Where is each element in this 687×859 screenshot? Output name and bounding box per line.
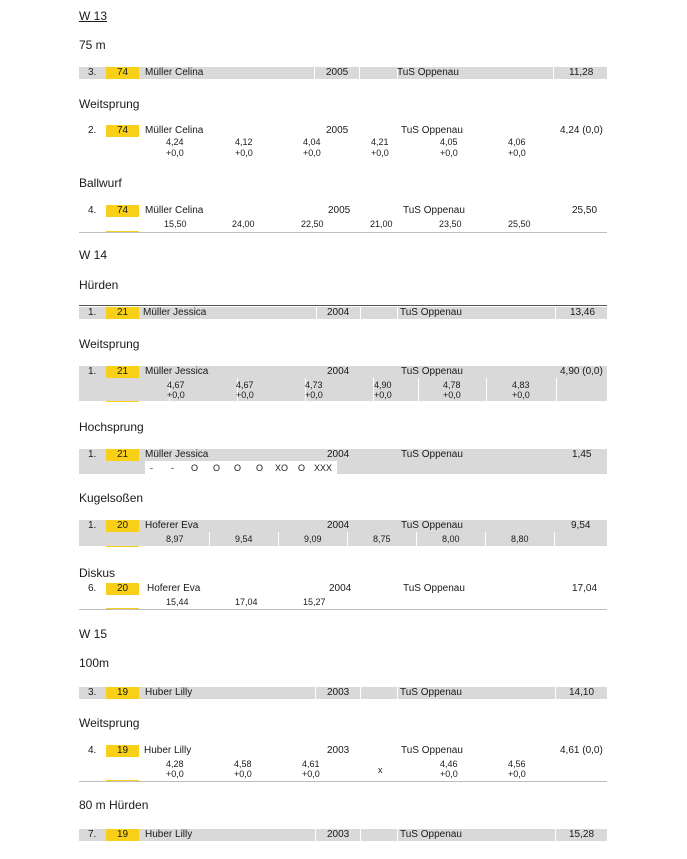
place: 4.: [88, 745, 97, 756]
bib-number: 19: [106, 745, 139, 757]
w15-huerden-title: 80 m Hürden: [79, 798, 149, 812]
club-name: TuS Oppenau: [400, 687, 462, 698]
divider: [360, 829, 361, 841]
wind-4: +0,0: [374, 390, 392, 400]
attempt-4: 4,90: [374, 380, 392, 390]
attempt-4: O: [213, 463, 221, 473]
divider: [554, 532, 555, 546]
wind-2: +0,0: [235, 148, 253, 158]
attempt-4: 8,75: [373, 534, 391, 544]
athlete-name: Huber Lilly: [144, 745, 192, 756]
result: 17,04: [572, 583, 598, 594]
w14-kugel-row: [79, 520, 607, 546]
athlete-name: Huber Lilly: [145, 687, 193, 698]
wind-5: +0,0: [443, 390, 461, 400]
result: 11,28: [569, 67, 594, 78]
w14-diskus-row: [79, 583, 607, 609]
attempt-2: 4,58: [234, 759, 252, 769]
result: 13,46: [570, 307, 596, 318]
attempt-2: 17,04: [235, 597, 258, 607]
divider: [397, 687, 398, 699]
attempt-6: 4,83: [512, 380, 530, 390]
divider: [556, 378, 557, 401]
wind-6: +0,0: [512, 390, 530, 400]
attempt-1: 8,97: [166, 534, 184, 544]
athlete-name: Müller Celina: [145, 125, 204, 136]
wind-4: +0,0: [371, 148, 389, 158]
athlete-name: Müller Jessica: [145, 449, 209, 460]
bib-number: 74: [106, 205, 139, 217]
bib-number: 20: [106, 520, 139, 532]
attempt-5: O: [234, 463, 242, 473]
w13-weitsprung-row: [79, 125, 607, 159]
attempt-5: 4,05: [440, 137, 458, 147]
wind-2: +0,0: [236, 390, 254, 400]
bib-number: 21: [106, 449, 139, 461]
birth-year: 2004: [327, 366, 350, 377]
w15-100m-title: 100m: [79, 656, 110, 670]
place: 1.: [88, 449, 97, 460]
bib-number: 74: [106, 125, 139, 137]
divider-line: [79, 232, 607, 233]
w13-75m-title: 75 m: [79, 38, 106, 52]
divider: [397, 307, 398, 319]
place: 6.: [88, 583, 97, 594]
birth-year: 2003: [327, 745, 350, 756]
club-name: TuS Oppenau: [401, 366, 463, 377]
w14-hochsprung-title: Hochsprung: [79, 420, 144, 434]
attempt-6: O: [256, 463, 264, 473]
club-name: TuS Oppenau: [400, 307, 462, 318]
club-name: TuS Oppenau: [403, 583, 465, 594]
bib-number: 19: [106, 687, 139, 699]
w14-heading: W 14: [79, 248, 108, 262]
divider: [315, 687, 316, 699]
attempt-5: 4,46: [440, 759, 458, 769]
attempt-1: 15,44: [166, 597, 189, 607]
w13-heading: W 13: [79, 9, 108, 23]
attempt-1: 15,50: [164, 219, 187, 229]
wind-6: +0,0: [508, 769, 526, 779]
divider: [359, 67, 360, 79]
divider: [555, 307, 556, 319]
attempt-1: 4,28: [166, 759, 184, 769]
attempt-2: -: [171, 463, 174, 473]
divider: [316, 307, 317, 319]
attempt-1: 4,67: [167, 380, 185, 390]
bib-number: 19: [106, 829, 139, 841]
athlete-name: Müller Jessica: [145, 366, 209, 377]
divider-line: [79, 609, 607, 610]
club-name: TuS Oppenau: [401, 449, 463, 460]
attempt-4: 4,21: [371, 137, 389, 147]
divider: [486, 378, 487, 401]
athlete-name: Müller Celina: [145, 205, 204, 216]
bib-underline: [106, 401, 139, 402]
birth-year: 2004: [327, 520, 350, 531]
attempt-6: 8,80: [511, 534, 529, 544]
athlete-name: Hoferer Eva: [145, 520, 199, 531]
club-name: TuS Oppenau: [400, 829, 462, 840]
divider: [209, 532, 210, 546]
attempt-9: XXX: [314, 463, 333, 473]
attempt-3: 4,61: [302, 759, 320, 769]
divider: [397, 829, 398, 841]
attempt-1: -: [150, 463, 153, 473]
birth-year: 2004: [329, 583, 352, 594]
divider: [278, 532, 279, 546]
attempt-2: 9,54: [235, 534, 253, 544]
w14-weitsprung-title: Weitsprung: [79, 337, 140, 351]
wind-6: +0,0: [508, 148, 526, 158]
result: 15,28: [569, 829, 595, 840]
w13-75m-row: [79, 67, 607, 79]
wind-5: +0,0: [440, 148, 458, 158]
divider: [360, 307, 361, 319]
athlete-name: Huber Lilly: [145, 829, 193, 840]
club-name: TuS Oppenau: [401, 520, 463, 531]
divider: [553, 67, 554, 79]
result: 14,10: [569, 687, 595, 698]
divider: [315, 829, 316, 841]
athlete-name: Hoferer Eva: [147, 583, 201, 594]
attempt-3: 9,09: [304, 534, 322, 544]
attempt-8: O: [298, 463, 306, 473]
attempt-6: 4,56: [508, 759, 526, 769]
wind-1: +0,0: [166, 769, 184, 779]
attempt-3: O: [191, 463, 199, 473]
divider: [555, 687, 556, 699]
divider: [418, 378, 419, 401]
attempt-4: 21,00: [370, 219, 393, 229]
wind-3: +0,0: [303, 148, 321, 158]
wind-2: +0,0: [234, 769, 252, 779]
w14-weitsprung-row: [79, 366, 607, 401]
divider: [485, 532, 486, 546]
w13-ballwurf-row: [79, 205, 607, 232]
bib-number: 20: [106, 583, 139, 595]
birth-year: 2005: [326, 67, 349, 78]
result: 25,50: [572, 205, 598, 216]
bib-number: 74: [106, 67, 139, 79]
divider: [360, 687, 361, 699]
place: 1.: [88, 366, 97, 377]
attempt-3: 22,50: [301, 219, 324, 229]
result: 4,24 (0,0): [560, 125, 603, 136]
attempt-3: 4,04: [303, 137, 321, 147]
attempt-5: 8,00: [442, 534, 460, 544]
place: 7.: [88, 829, 97, 840]
attempt-3: 15,27: [303, 597, 326, 607]
result: 4,61 (0,0): [560, 745, 603, 756]
wind-1: +0,0: [167, 390, 185, 400]
result: 4,90 (0,0): [560, 366, 603, 377]
divider: [347, 532, 348, 546]
w13-ballwurf-title: Ballwurf: [79, 176, 122, 190]
w15-heading: W 15: [79, 627, 108, 641]
birth-year: 2004: [327, 449, 350, 460]
wind-3: +0,0: [305, 390, 323, 400]
divider: [555, 829, 556, 841]
birth-year: 2005: [328, 205, 351, 216]
place: 2.: [88, 125, 97, 136]
attempt-1: 4,24: [166, 137, 184, 147]
place: 1.: [88, 520, 97, 531]
attempt-2: 4,12: [235, 137, 253, 147]
w14-kugel-title: Kugelsoßen: [79, 491, 144, 505]
divider-line: [79, 781, 607, 782]
w14-hochsprung-row: [79, 449, 607, 474]
club-name: TuS Oppenau: [403, 205, 465, 216]
attempt-6: 4,06: [508, 137, 526, 147]
divider: [416, 532, 417, 546]
w15-huerden-row: [79, 829, 607, 841]
athlete-name: Müller Jessica: [143, 307, 207, 318]
result: 9,54: [571, 520, 591, 531]
attempt-7: XO: [275, 463, 289, 473]
birth-year: 2003: [327, 687, 350, 698]
club-name: TuS Oppenau: [401, 745, 463, 756]
w14-huerden-title: Hürden: [79, 278, 119, 292]
birth-year: 2003: [327, 829, 350, 840]
bib-number: 21: [106, 366, 139, 378]
place: 4.: [88, 205, 97, 216]
attempt-6: 25,50: [508, 219, 531, 229]
bib-number: 21: [106, 307, 139, 319]
w14-diskus-title: Diskus: [79, 566, 116, 580]
birth-year: 2005: [326, 125, 349, 136]
place: 3.: [88, 687, 97, 698]
attempt-3: 4,73: [305, 380, 323, 390]
wind-5: +0,0: [440, 769, 458, 779]
attempt-2: 24,00: [232, 219, 255, 229]
attempt-2: 4,67: [236, 380, 254, 390]
club-name: TuS Oppenau: [397, 67, 459, 78]
club-name: TuS Oppenau: [401, 125, 463, 136]
divider-line: [79, 305, 607, 306]
birth-year: 2004: [327, 307, 350, 318]
bib-underline: [106, 546, 139, 547]
place: 3.: [88, 67, 97, 78]
w15-100m-row: [79, 687, 607, 699]
w15-weitsprung-title: Weitsprung: [79, 716, 140, 730]
w14-huerden-row: [79, 307, 607, 319]
attempt-5: 23,50: [439, 219, 462, 229]
result: 1,45: [572, 449, 592, 460]
w13-weitsprung-title: Weitsprung: [79, 97, 140, 111]
wind-1: +0,0: [166, 148, 184, 158]
w15-weitsprung-row: [79, 745, 607, 781]
divider: [314, 67, 315, 79]
wind-3: +0,0: [302, 769, 320, 779]
athlete-name: Müller Celina: [145, 67, 204, 78]
attempt-5: 4,78: [443, 380, 461, 390]
place: 1.: [88, 307, 97, 318]
attempt-4: x: [378, 765, 383, 775]
